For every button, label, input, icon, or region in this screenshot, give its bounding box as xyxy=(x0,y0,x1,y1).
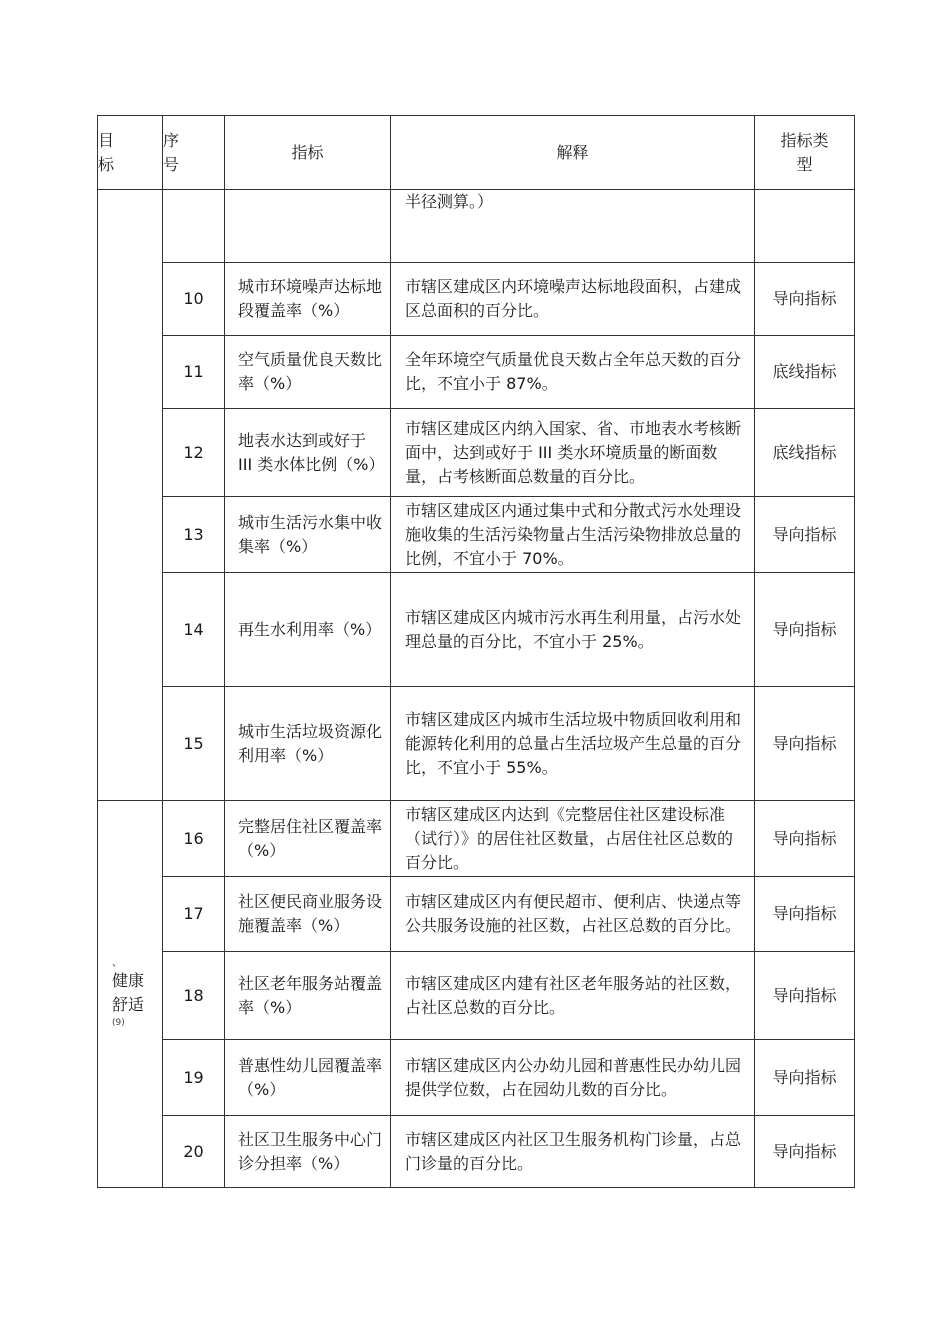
table-row xyxy=(98,497,855,573)
row-type: 底线指标 xyxy=(755,409,855,497)
row-indicator: 社区卫生服务中心门诊分担率（%） xyxy=(225,1116,391,1188)
row-type: 导向指标 xyxy=(755,1040,855,1116)
header-row xyxy=(98,116,855,190)
goal-mark: 、 xyxy=(112,958,122,969)
row-explanation: 市辖区建成区内有便民超市、便利店、快递点等公共服务设施的社区数，占社区总数的百分比。 xyxy=(391,877,755,952)
table-row xyxy=(98,573,855,687)
indicator-table xyxy=(97,115,855,1188)
row-explanation: 市辖区建成区内公办幼儿园和普惠性民办幼儿园提供学位数，占在园幼儿数的百分比。 xyxy=(391,1040,755,1116)
row-type: 导向指标 xyxy=(755,497,855,573)
row-explanation: 全年环境空气质量优良天数占全年总天数的百分比，不宜小于 87%。 xyxy=(391,336,755,409)
row-type: 导向指标 xyxy=(755,263,855,336)
table-row xyxy=(98,1040,855,1116)
table-row xyxy=(98,952,855,1040)
goal-count: (9) xyxy=(112,1018,125,1028)
header-indicator: 指标 xyxy=(225,116,391,190)
row-indicator: 空气质量优良天数比率（%） xyxy=(225,336,391,409)
row-indicator: 地表水达到或好于 III 类水体比例（%） xyxy=(225,409,391,497)
table-row xyxy=(98,336,855,409)
goal-cell-health xyxy=(98,801,163,1188)
table-row xyxy=(98,687,855,801)
header-type: 指标类 型 xyxy=(755,116,855,190)
table-row xyxy=(98,801,855,877)
row-type: 导向指标 xyxy=(755,573,855,687)
row-explanation: 市辖区建成区内纳入国家、省、市地表水考核断面中，达到或好于 III 类水环境质量的断面数量，占考核断面总数量的百分比。 xyxy=(391,409,755,497)
goal-label-line1: 健康 xyxy=(112,971,145,990)
row-indicator: 城市生活污水集中收集率（%） xyxy=(225,497,391,573)
table-row xyxy=(98,1116,855,1188)
row-num: 12 xyxy=(163,409,225,497)
row-explanation: 市辖区建成区内通过集中式和分散式污水处理设施收集的生活污染物量占生活污染物排放总量的比例，不宜小于 70%。 xyxy=(391,497,755,573)
header-goal: 目 标 xyxy=(98,116,163,190)
row-num: 14 xyxy=(163,573,225,687)
row-num: 20 xyxy=(163,1116,225,1188)
table-row xyxy=(98,190,855,263)
row-explanation: 市辖区建成区内社区卫生服务机构门诊量，占总门诊量的百分比。 xyxy=(391,1116,755,1188)
row-explanation: 市辖区建成区内建有社区老年服务站的社区数，占社区总数的百分比。 xyxy=(391,952,755,1040)
header-seq: 序 号 xyxy=(163,116,225,190)
row-num: 19 xyxy=(163,1040,225,1116)
row-indicator: 普惠性幼儿园覆盖率（%） xyxy=(225,1040,391,1116)
row-indicator: 完整居住社区覆盖率（%） xyxy=(225,801,391,877)
row-num: 13 xyxy=(163,497,225,573)
header-explanation: 解释 xyxy=(391,116,755,190)
row-indicator: 社区便民商业服务设施覆盖率（%） xyxy=(225,877,391,952)
table-row xyxy=(98,877,855,952)
row-type: 底线指标 xyxy=(755,336,855,409)
row-explanation: 市辖区建成区内城市生活垃圾中物质回收利用和能源转化利用的总量占生活垃圾产生总量的百分比，不宜小于 55%。 xyxy=(391,687,755,801)
row-num: 17 xyxy=(163,877,225,952)
table-row xyxy=(98,263,855,336)
row-type: 导向指标 xyxy=(755,877,855,952)
table-row xyxy=(98,409,855,497)
goal-label-line2: 舒适 xyxy=(112,995,145,1014)
row-type: 导向指标 xyxy=(755,952,855,1040)
row-num: 11 xyxy=(163,336,225,409)
row-type: 导向指标 xyxy=(755,687,855,801)
row-num: 16 xyxy=(163,801,225,877)
row-type: 导向指标 xyxy=(755,801,855,877)
row-indicator: 再生水利用率（%） xyxy=(225,573,391,687)
row-explanation: 市辖区建成区内达到《完整居住社区建设标准（试行）》的居住社区数量，占居住社区总数的百分比。 xyxy=(391,801,755,877)
row-indicator: 社区老年服务站覆盖率（%） xyxy=(225,952,391,1040)
continuation-text: 半径测算。） xyxy=(391,190,755,263)
row-num: 15 xyxy=(163,687,225,801)
row-type: 导向指标 xyxy=(755,1116,855,1188)
row-explanation: 市辖区建成区内城市污水再生利用量，占污水处理总量的百分比，不宜小于 25%。 xyxy=(391,573,755,687)
row-num: 18 xyxy=(163,952,225,1040)
row-indicator: 城市环境噪声达标地段覆盖率（%） xyxy=(225,263,391,336)
row-indicator: 城市生活垃圾资源化利用率（%） xyxy=(225,687,391,801)
goal-cell-1 xyxy=(98,190,163,801)
row-explanation: 市辖区建成区内环境噪声达标地段面积，占建成区总面积的百分比。 xyxy=(391,263,755,336)
row-num: 10 xyxy=(163,263,225,336)
